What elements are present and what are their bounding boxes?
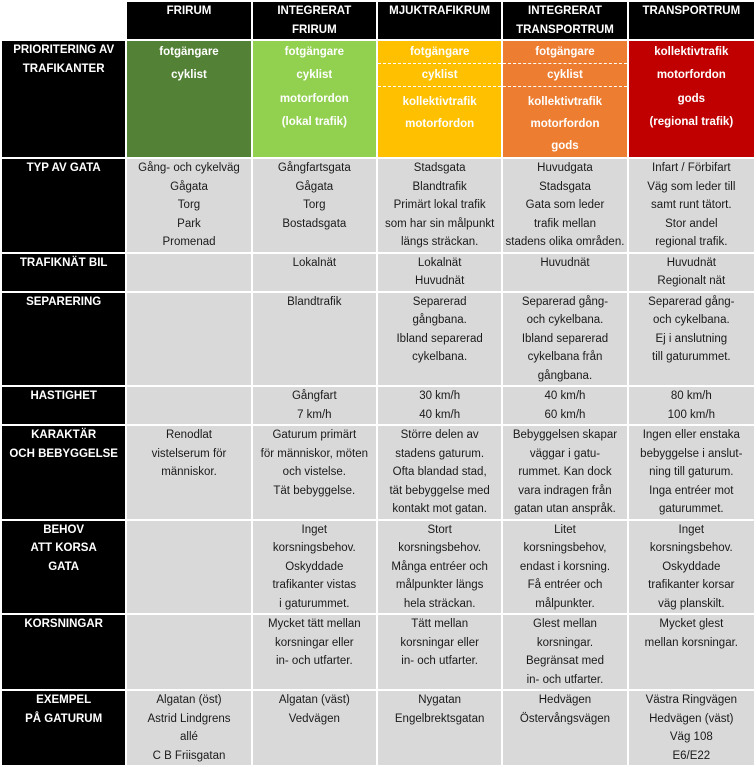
cell-line: 7 km/h xyxy=(297,408,332,421)
cell-line: Begränsat med xyxy=(525,655,604,667)
column-header-frirum: FRIRUM xyxy=(127,2,250,39)
row-header-prioritering: PRIORITERING AV TRAFIKANTER xyxy=(2,41,125,157)
cell-line: Engelbrektsgatan xyxy=(394,712,485,725)
cell-line: och cykelbana. xyxy=(526,314,604,326)
cell-line: korsningsbehov. xyxy=(649,542,733,554)
cell-behov-att-korsa-frirum xyxy=(127,521,250,614)
cell-line: Primärt lokal trafik xyxy=(393,199,486,211)
cell-line: trafikanter vistas xyxy=(272,579,357,591)
cell-line: målpunkter. xyxy=(535,597,595,610)
cell-line: vistelserum för xyxy=(151,447,227,460)
cell-line: gatan utan anspråk. xyxy=(514,503,616,515)
prio-item: motorfordon xyxy=(530,118,600,130)
prio-item: motorfordon xyxy=(279,92,349,105)
cell-line: Huvudnät xyxy=(540,256,590,269)
prio-item: gods xyxy=(551,140,579,152)
cell-line: Östervångsvägen xyxy=(519,712,611,725)
cell-line: till gaturummet. xyxy=(652,351,731,363)
table-row-behov-att-korsa xyxy=(2,521,754,614)
cell-line: väggar i gatu- xyxy=(529,447,601,460)
row-header-hastighet: HASTIGHET xyxy=(2,387,125,424)
cell-line: Infart / Förbifart xyxy=(652,162,731,174)
cell-hastighet-integrerat-frirum xyxy=(253,387,376,424)
cell-separering-integrerat-transportrum xyxy=(503,293,626,386)
cell-line: väg planskilt. xyxy=(658,597,725,610)
cell-line: Gata som leder xyxy=(525,199,605,211)
table-row-exempel xyxy=(2,691,754,765)
cell-trafiknat-bil-integrerat-frirum xyxy=(253,254,376,291)
cell-line: stadens olika områden. xyxy=(505,236,625,248)
cell-line: endast i korsning. xyxy=(519,560,611,573)
prio-item: kollektivtrafik xyxy=(654,46,729,58)
column-header-row xyxy=(2,2,754,39)
table-body xyxy=(2,159,754,765)
cell-line: 60 km/h xyxy=(544,408,586,421)
cell-line: Väg 108 xyxy=(669,731,713,743)
cell-typ-av-gata-integrerat-transportrum xyxy=(503,159,626,252)
cell-line: Ibland separerad xyxy=(396,332,483,345)
cell-line: mellan korsningar. xyxy=(644,636,738,649)
cell-karaktar-bebyggelse-frirum xyxy=(127,426,250,519)
cell-line: 30 km/h xyxy=(419,390,461,402)
cell-line: Stadsgata xyxy=(413,162,466,174)
cell-exempel-frirum xyxy=(127,691,250,765)
cell-typ-av-gata-transportrum xyxy=(629,159,754,252)
cell-line: Väg som leder till xyxy=(647,180,736,193)
cell-line: Stadsgata xyxy=(539,180,591,193)
cell-line: Mycket tätt mellan xyxy=(267,618,361,630)
prio-item: motorfordon xyxy=(656,69,726,82)
cell-line: människor. xyxy=(161,466,217,478)
cell-line: Torg xyxy=(303,199,326,211)
cell-line: in- och utfarter. xyxy=(526,673,604,686)
cell-line: in- och utfarter. xyxy=(401,655,478,667)
row-header-separering: SEPARERING xyxy=(2,293,125,386)
cell-line: regional trafik. xyxy=(655,236,728,248)
cell-line: Separerad gång- xyxy=(648,295,735,308)
cell-line: Få entréer och xyxy=(527,579,603,591)
table-row-hastighet xyxy=(2,387,754,424)
prio-item: (lokal trafik) xyxy=(281,115,347,128)
cell-exempel-integrerat-frirum xyxy=(253,691,376,765)
cell-behov-att-korsa-integrerat-transportrum xyxy=(503,521,626,614)
cell-line: in- och utfarter. xyxy=(275,655,353,667)
cell-line: Många entréer och xyxy=(391,560,488,573)
cell-line: Västra Ringvägen xyxy=(645,694,738,706)
cell-line: Gångfart xyxy=(291,390,337,402)
cell-line: Regionalt nät xyxy=(657,275,726,287)
row-header-karaktar-bebyggelse: KARAKTÄR OCH BEBYGGELSE xyxy=(2,426,125,519)
cell-line: tät bebyggelse med xyxy=(389,484,490,497)
cell-line: i gaturummet. xyxy=(279,597,350,610)
cell-line: Glest mellan xyxy=(533,618,597,630)
cell-line: Separerad gång- xyxy=(521,295,609,308)
cell-line: och vistelse. xyxy=(282,466,346,478)
cell-karaktar-bebyggelse-mjuktrafikrum xyxy=(378,426,501,519)
cell-line: Huvudnät xyxy=(666,256,716,269)
cell-karaktar-bebyggelse-integrerat-frirum xyxy=(253,426,376,519)
cell-line: Gågata xyxy=(170,180,208,193)
cell-korsningar-frirum xyxy=(127,615,250,689)
cell-behov-att-korsa-transportrum xyxy=(629,521,754,614)
cell-line: Bebyggelsen skapar xyxy=(512,429,618,441)
cell-line: 80 km/h xyxy=(670,390,712,402)
cell-exempel-mjuktrafikrum xyxy=(378,691,501,765)
cell-line: målpunkter längs xyxy=(395,579,484,591)
cell-line: trafik mellan xyxy=(533,217,596,230)
cell-line: Blandtrafik xyxy=(287,295,342,308)
cell-typ-av-gata-mjuktrafikrum xyxy=(378,159,501,252)
cell-line: Litet xyxy=(554,523,576,536)
row-header-korsningar: KORSNINGAR xyxy=(2,615,125,689)
prio-item: fotgängare xyxy=(409,46,470,58)
prio-item: kollektivtrafik xyxy=(402,96,477,108)
cell-karaktar-bebyggelse-integrerat-transportrum xyxy=(503,426,626,519)
prio-transportrum xyxy=(629,41,754,157)
cell-line: korsningar eller xyxy=(400,636,479,649)
cell-line: Gång- och cykelväg xyxy=(138,162,240,174)
cell-line: korsningar eller xyxy=(275,636,354,649)
cell-line: bebyggelse i anslut- xyxy=(640,447,743,460)
cell-line: vara indragen från xyxy=(518,484,612,497)
cell-line: Lokalnät xyxy=(417,256,462,269)
table-row-korsningar xyxy=(2,615,754,689)
prio-item: cyklist xyxy=(171,69,207,82)
cell-line: 40 km/h xyxy=(419,408,461,421)
cell-line: Hedvägen xyxy=(538,694,592,706)
cell-hastighet-transportrum xyxy=(629,387,754,424)
cell-line: rummet. Kan dock xyxy=(518,466,612,478)
prio-item: gods xyxy=(677,92,706,105)
table-row-separering xyxy=(2,293,754,386)
cell-line: Huvudnät xyxy=(415,275,465,287)
prio-frirum xyxy=(127,41,250,157)
cell-line: Ofta blandad stad, xyxy=(392,466,487,478)
prio-item: cyklist xyxy=(378,63,501,86)
cell-line: korsningsbehov. xyxy=(398,542,482,554)
prio-item: fotgängare xyxy=(159,46,219,58)
cell-line: Stort xyxy=(427,523,452,536)
cell-line: Inget xyxy=(301,523,328,536)
cell-line: och cykelbana. xyxy=(652,314,730,326)
cell-typ-av-gata-integrerat-frirum xyxy=(253,159,376,252)
prio-item: motorfordon xyxy=(405,118,475,130)
cell-line: stadens gaturum. xyxy=(395,447,485,460)
cell-korsningar-integrerat-transportrum xyxy=(503,615,626,689)
table-row-typ-av-gata xyxy=(2,159,754,252)
cell-separering-transportrum xyxy=(629,293,754,386)
cell-hastighet-integrerat-transportrum xyxy=(503,387,626,424)
cell-line: hela sträckan. xyxy=(403,597,476,610)
cell-line: Vedvägen xyxy=(288,712,340,725)
prio-integrerat-transportrum xyxy=(503,41,626,157)
column-header-integrerat-frirum: INTEGRERAT FRIRUM xyxy=(253,2,376,39)
cell-line: Tätt mellan xyxy=(411,618,469,630)
cell-line: Gångfartsgata xyxy=(277,162,351,174)
cell-line: korsningsbehov. xyxy=(272,542,356,554)
row-header-exempel: EXEMPEL PÅ GATURUM xyxy=(2,691,125,765)
cell-line: Algatan (väst) xyxy=(278,694,350,706)
cell-line: som har sin målpunkt xyxy=(385,217,495,230)
prio-item: cyklist xyxy=(296,69,333,82)
column-header-mjuktrafikrum: MJUKTRAFIKRUM xyxy=(378,2,501,39)
cell-line: Torg xyxy=(177,199,201,211)
cell-exempel-transportrum xyxy=(629,691,754,765)
cell-line: Bostadsgata xyxy=(282,217,347,230)
cell-line: Huvudgata xyxy=(537,162,593,174)
cell-line: Algatan (öst) xyxy=(156,694,222,706)
cell-line: längs sträckan. xyxy=(400,236,479,248)
cell-line: Ej i anslutning xyxy=(655,332,728,345)
cell-trafiknat-bil-frirum xyxy=(127,254,250,291)
column-header-transportrum: TRANSPORTRUM xyxy=(629,2,754,39)
cell-separering-frirum xyxy=(127,293,250,386)
cell-line: för människor, möten xyxy=(260,447,369,460)
prioritering-row xyxy=(2,41,754,157)
cell-hastighet-mjuktrafikrum xyxy=(378,387,501,424)
cell-line: C B Friisgatan xyxy=(152,749,226,762)
cell-line: Gågata xyxy=(295,180,334,193)
cell-line: korsningsbehov, xyxy=(523,542,607,554)
cell-line: Oskyddade xyxy=(662,560,721,573)
cell-line: samt runt tätort. xyxy=(651,199,732,211)
cell-line: Blandtrafik xyxy=(412,180,467,193)
cell-line: cykelbana. xyxy=(412,351,468,363)
cell-line: trafikanter korsar xyxy=(648,579,735,591)
prio-item: kollektivtrafik xyxy=(527,96,603,108)
cell-line: korsningar. xyxy=(536,636,594,649)
cell-line: allé xyxy=(180,731,198,743)
prio-item: fotgängare xyxy=(284,46,345,58)
row-header-behov-att-korsa: BEHOV ATT KORSA GATA xyxy=(2,521,125,614)
cell-hastighet-frirum xyxy=(127,387,250,424)
cell-line: Nygatan xyxy=(418,694,462,706)
cell-line: gaturummet. xyxy=(659,503,724,515)
prio-mjuktrafikrum xyxy=(378,41,501,157)
table-row-trafiknat-bil xyxy=(2,254,754,291)
cell-line: Separerad xyxy=(412,295,467,308)
cell-line: Ingen eller enstaka xyxy=(642,429,740,441)
cell-line: Inget xyxy=(678,523,705,536)
cell-korsningar-transportrum xyxy=(629,615,754,689)
cell-line: Tät bebyggelse. xyxy=(273,484,356,497)
prio-item: fotgängare xyxy=(535,46,595,58)
cell-separering-mjuktrafikrum xyxy=(378,293,501,386)
prio-item: cyklist xyxy=(503,63,626,86)
cell-trafiknat-bil-transportrum xyxy=(629,254,754,291)
cell-separering-integrerat-frirum xyxy=(253,293,376,386)
cell-typ-av-gata-frirum xyxy=(127,159,250,252)
cell-line: Stor andel xyxy=(665,217,718,230)
cell-line: cykelbana från xyxy=(527,351,603,363)
cell-line: Hedvägen (väst) xyxy=(649,712,734,725)
cell-trafiknat-bil-mjuktrafikrum xyxy=(378,254,501,291)
cell-line: Park xyxy=(177,217,201,230)
row-header-trafiknat-bil: TRAFIKNÄT BIL xyxy=(2,254,125,291)
cell-korsningar-integrerat-frirum xyxy=(253,615,376,689)
cell-line: Gaturum primärt xyxy=(272,429,357,441)
cell-trafiknat-bil-integrerat-transportrum xyxy=(503,254,626,291)
cell-line: Astrid Lindgrens xyxy=(147,712,231,725)
cell-line: kontakt mot gatan. xyxy=(392,503,487,515)
cell-line: Mycket glest xyxy=(659,618,724,630)
corner-cell xyxy=(2,2,125,39)
row-header-typ-av-gata: TYP AV GATA xyxy=(2,159,125,252)
column-header-integrerat-transportrum: INTEGRERAT TRANSPORTRUM xyxy=(503,2,626,39)
table-row-karaktar-bebyggelse xyxy=(2,426,754,519)
cell-exempel-integrerat-transportrum xyxy=(503,691,626,765)
cell-line: Lokalnät xyxy=(292,256,337,269)
prio-item: (regional trafik) xyxy=(649,115,734,128)
cell-line: 100 km/h xyxy=(667,408,715,421)
cell-line: Promenad xyxy=(162,236,216,248)
cell-line: 40 km/h xyxy=(544,390,586,402)
cell-line: Större delen av xyxy=(400,429,479,441)
cell-line: gångbana. xyxy=(412,314,467,326)
cell-line: ning till gaturum. xyxy=(649,466,734,478)
cell-line: E6/E22 xyxy=(672,749,711,762)
cell-line: Ibland separerad xyxy=(521,332,609,345)
cell-karaktar-bebyggelse-transportrum xyxy=(629,426,754,519)
cell-korsningar-mjuktrafikrum xyxy=(378,615,501,689)
cell-line: Oskyddade xyxy=(285,560,344,573)
prio-integrerat-frirum xyxy=(253,41,376,157)
cell-line: gångbana. xyxy=(537,369,593,382)
cell-line: Renodlat xyxy=(165,429,213,441)
cell-behov-att-korsa-mjuktrafikrum xyxy=(378,521,501,614)
cell-behov-att-korsa-integrerat-frirum xyxy=(253,521,376,614)
cell-line: Inga entréer mot xyxy=(649,484,734,497)
